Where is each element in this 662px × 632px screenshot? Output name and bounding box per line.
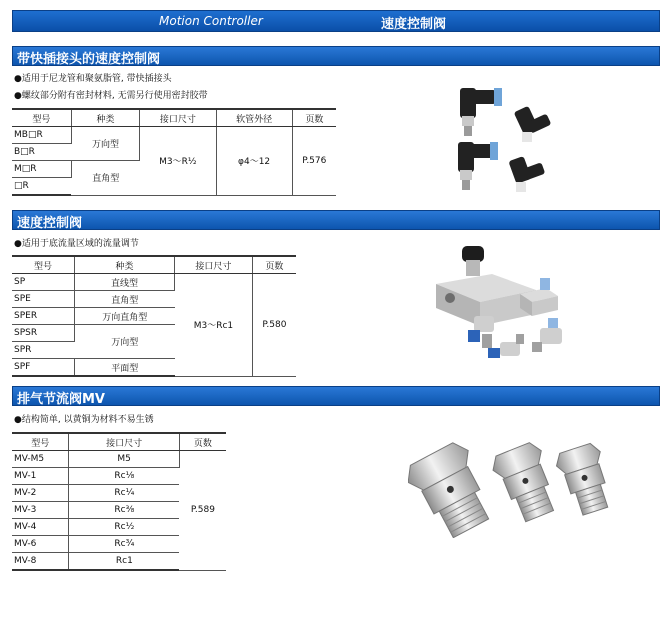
- cell-model: MV-4: [12, 519, 69, 536]
- cell-model: MV-3: [12, 502, 69, 519]
- valve-elbow-icon: [460, 88, 502, 136]
- spec-table-quick-connect: [12, 108, 336, 196]
- cell-port: Rc1: [69, 553, 179, 571]
- cell-port: Rc½: [69, 519, 179, 536]
- valve-block-icon: [520, 278, 558, 316]
- cell-model: SPF: [12, 359, 74, 377]
- col-header-page: 页数: [179, 433, 226, 451]
- spec-table-speed-control: [12, 255, 296, 377]
- cell-type: 直角型: [71, 161, 139, 196]
- section-title: 带快插接头的速度控制阀: [17, 52, 161, 67]
- cell-type: 万向直角型: [74, 308, 174, 325]
- cell-type: 万向型: [74, 325, 174, 359]
- cell-port: M5: [69, 451, 179, 468]
- cell-type: 万向型: [71, 127, 139, 161]
- valve-elbow-icon: [508, 156, 545, 192]
- cell-type: 直线型: [74, 274, 174, 291]
- cell-type: 平面型: [74, 359, 174, 377]
- cell-model: MV-M5: [12, 451, 69, 468]
- cell-port: Rc¾: [69, 536, 179, 553]
- exhaust-valve-large-icon: [408, 438, 501, 538]
- col-header-page: 页数: [292, 109, 336, 127]
- cell-page: P.576: [292, 127, 336, 196]
- section-note: ●螺纹部分附有密封材料, 无需另行使用密封胶带: [14, 91, 208, 101]
- col-header-model: 型号: [12, 256, 74, 274]
- col-header-type: 种类: [71, 109, 139, 127]
- section-title: 速度控制阀: [17, 216, 83, 231]
- section-header-quick-connect: [12, 46, 660, 66]
- cell-port: Rc⅜: [69, 502, 179, 519]
- cell-model: MV-2: [12, 485, 69, 502]
- exhaust-valve-medium-icon: [489, 440, 564, 526]
- cell-port: M3～R½: [140, 127, 216, 196]
- cell-model: □R: [12, 178, 71, 196]
- cell-model: SPER: [12, 308, 74, 325]
- cell-model: MB□R: [12, 127, 71, 144]
- col-header-model: 型号: [12, 433, 69, 451]
- col-header-page: 页数: [252, 256, 296, 274]
- col-header-port: 接口尺寸: [140, 109, 216, 127]
- cell-model: SPSR: [12, 325, 74, 342]
- cell-port: Rc¼: [69, 485, 179, 502]
- cell-model: B□R: [12, 144, 71, 161]
- cell-page: P.580: [252, 274, 296, 377]
- col-header-port: 接口尺寸: [175, 256, 253, 274]
- cell-port: M3～Rc1: [175, 274, 253, 377]
- cell-model: SP: [12, 274, 74, 291]
- cell-model: MV-1: [12, 468, 69, 485]
- top-title-bar: [12, 10, 660, 32]
- speed-control-valves-photo: [428, 238, 588, 368]
- cell-type: 直角型: [74, 291, 174, 308]
- section-header-exhaust-valve: [12, 386, 660, 406]
- col-header-tube: 软管外径: [216, 109, 292, 127]
- exhaust-valve-small-icon: [553, 441, 617, 518]
- cell-page: P.589: [179, 451, 226, 571]
- cell-model: MV-6: [12, 536, 69, 553]
- section-note: ●适用于尼龙管和聚氨脂管, 带快插接头: [14, 74, 172, 84]
- cell-model: M□R: [12, 161, 71, 178]
- section-header-speed-control: [12, 210, 660, 230]
- spec-table-exhaust-valve: [12, 432, 226, 571]
- cell-model: MV-8: [12, 553, 69, 571]
- col-header-port: 接口尺寸: [69, 433, 179, 451]
- quick-connect-valves-photo: [440, 70, 560, 200]
- col-header-type: 种类: [74, 256, 174, 274]
- exhaust-valves-photo: [408, 438, 624, 538]
- cell-model: SPR: [12, 342, 74, 359]
- cell-model: SPE: [12, 291, 74, 308]
- section-title: 排气节流阀MV: [17, 392, 105, 407]
- section-note: ●结构简单, 以黄铜为材料不易生锈: [14, 415, 154, 425]
- valve-block-icon: [436, 246, 536, 326]
- col-header-model: 型号: [12, 109, 71, 127]
- valve-elbow-icon: [532, 318, 562, 352]
- brand-label: Motion Controller: [159, 14, 263, 28]
- section-note: ●适用于底流量区域的流量调节: [14, 239, 139, 249]
- valve-elbow-icon: [458, 142, 498, 190]
- cell-port: Rc⅛: [69, 468, 179, 485]
- valve-elbow-icon: [514, 106, 552, 142]
- page-title: 速度控制阀: [381, 17, 447, 32]
- cell-tube: φ4～12: [216, 127, 292, 196]
- valve-elbow-icon: [488, 334, 524, 358]
